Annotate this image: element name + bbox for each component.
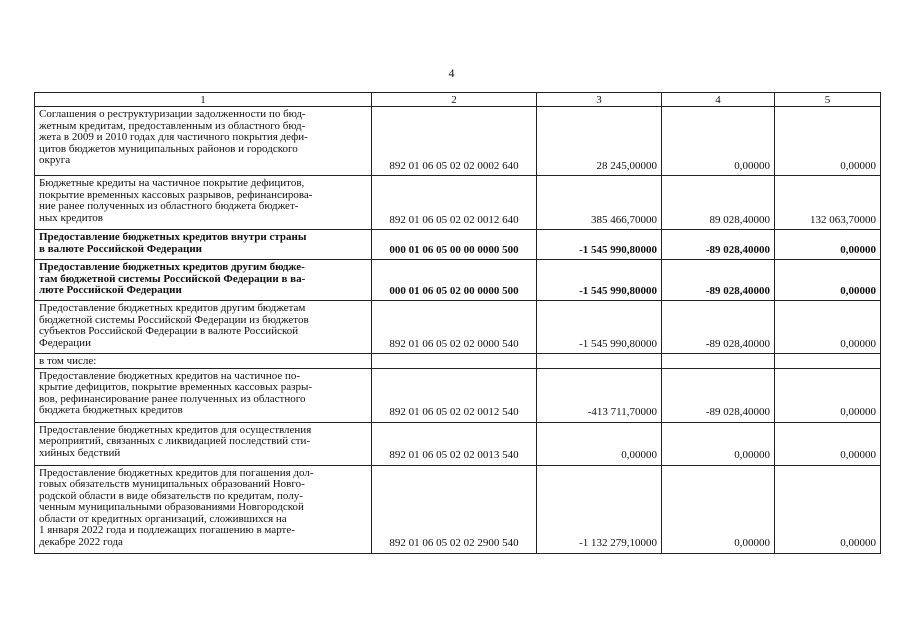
row-value-col3: -1 132 279,10000 — [537, 465, 662, 553]
row-code: 892 01 06 05 02 02 2900 540 — [372, 465, 537, 553]
header-col-4: 4 — [662, 93, 775, 107]
budget-table — [34, 92, 881, 554]
row-value-col4: 0,00000 — [662, 465, 775, 553]
row-value-col4: 89 028,40000 — [662, 176, 775, 230]
row-description: Предоставление бюджетных кредитов другим бюджетам бюджетной системы Российской Федерации из бюджетов субъектов Российской Федерации в валюте Российской Федерации — [39, 302, 309, 349]
row-value-col3: 0,00000 — [537, 422, 662, 465]
row-description: Предоставление бюджетных кредитов другим бюдже- там бюджетной системы Российской Федерации в ва- люте Российской Федерации — [39, 261, 306, 296]
page-number: 4 — [448, 66, 455, 80]
row-value-col5: 0,00000 — [775, 230, 881, 260]
row-value-col3: -1 545 990,80000 — [537, 230, 662, 260]
row-value-col5: 0,00000 — [775, 368, 881, 422]
row-description: Бюджетные кредиты на частичное покрытие дефицитов, покрытие временных кассовых разрывов, рефинансирова- ние ранее полученных из областного бюджета бюджет- ных кредитов — [39, 177, 313, 224]
row-value-col4: -89 028,40000 — [662, 301, 775, 354]
table-row — [35, 176, 881, 230]
row-value-col4: 0,00000 — [662, 107, 775, 176]
header-col-1: 1 — [35, 93, 372, 107]
row-value-col3: 28 245,00000 — [537, 107, 662, 176]
table-row — [35, 422, 881, 465]
row-value-col4: -89 028,40000 — [662, 230, 775, 260]
table-row — [35, 354, 881, 369]
row-code — [372, 354, 537, 369]
row-value-col4 — [662, 354, 775, 369]
table-row — [35, 368, 881, 422]
row-code: 892 01 06 05 02 02 0000 540 — [372, 301, 537, 354]
row-value-col4: -89 028,40000 — [662, 368, 775, 422]
row-value-col5: 132 063,70000 — [775, 176, 881, 230]
row-description: Предоставление бюджетных кредитов внутри страны в валюте Российской Федерации — [39, 231, 307, 255]
row-code: 892 01 06 05 02 02 0002 640 — [372, 107, 537, 176]
table-row — [35, 465, 881, 553]
row-description: Предоставление бюджетных кредитов для осуществления мероприятий, связанных с ликвидацией последствий сти- хийных бедствий — [39, 423, 312, 459]
header-col-5: 5 — [775, 93, 881, 107]
row-value-col4: -89 028,40000 — [662, 260, 775, 301]
row-value-col4: 0,00000 — [662, 422, 775, 465]
row-value-col5: 0,00000 — [775, 301, 881, 354]
table-row — [35, 260, 881, 301]
header-col-3: 3 — [537, 93, 662, 107]
table-row — [35, 230, 881, 260]
row-code: 892 01 06 05 02 02 0012 640 — [372, 176, 537, 230]
row-value-col5: 0,00000 — [775, 422, 881, 465]
row-code: 892 01 06 05 02 02 0012 540 — [372, 368, 537, 422]
row-value-col5: 0,00000 — [775, 260, 881, 301]
header-row — [35, 93, 881, 107]
row-value-col5 — [775, 354, 881, 369]
row-value-col5: 0,00000 — [775, 465, 881, 553]
row-code: 000 01 06 05 00 00 0000 500 — [372, 230, 537, 260]
row-description: Соглашения о реструктуризации задолженности по бюд- жетным кредитам, предоставленным из областного бюд- жета в 2009 и 2010 годах для частичного покрытия дефи- цитов бюджетов муниципальных районов и городского округа — [39, 108, 308, 166]
row-description: Предоставление бюджетных кредитов для погашения дол- говых обязательств муниципальных образований Новго- родской области в виде обязательств по кредитам, полу- ченным муниципальными образованиями Новгородской области от кредитных организаций, сложившихся на 1 января 2022 года и подлежащих погашению в марте- декабре 2022 года — [39, 466, 314, 548]
row-code: 000 01 06 05 02 00 0000 500 — [372, 260, 537, 301]
header-col-2: 2 — [372, 93, 537, 107]
row-description: Предоставление бюджетных кредитов на частичное по- крытие дефицитов, покрытие временных кассовых разры- вов, рефинансирование ранее полученных из областного бюджета бюджетных кредитов — [39, 369, 313, 416]
row-value-col3: 385 466,70000 — [537, 176, 662, 230]
row-value-col5: 0,00000 — [775, 107, 881, 176]
row-code: 892 01 06 05 02 02 0013 540 — [372, 422, 537, 465]
row-value-col3: -1 545 990,80000 — [537, 260, 662, 301]
table-row — [35, 107, 881, 176]
row-value-col3: -413 711,70000 — [537, 368, 662, 422]
row-value-col3 — [537, 354, 662, 369]
row-value-col3: -1 545 990,80000 — [537, 301, 662, 354]
table-row — [35, 301, 881, 354]
row-description: в том числе: — [39, 355, 97, 367]
